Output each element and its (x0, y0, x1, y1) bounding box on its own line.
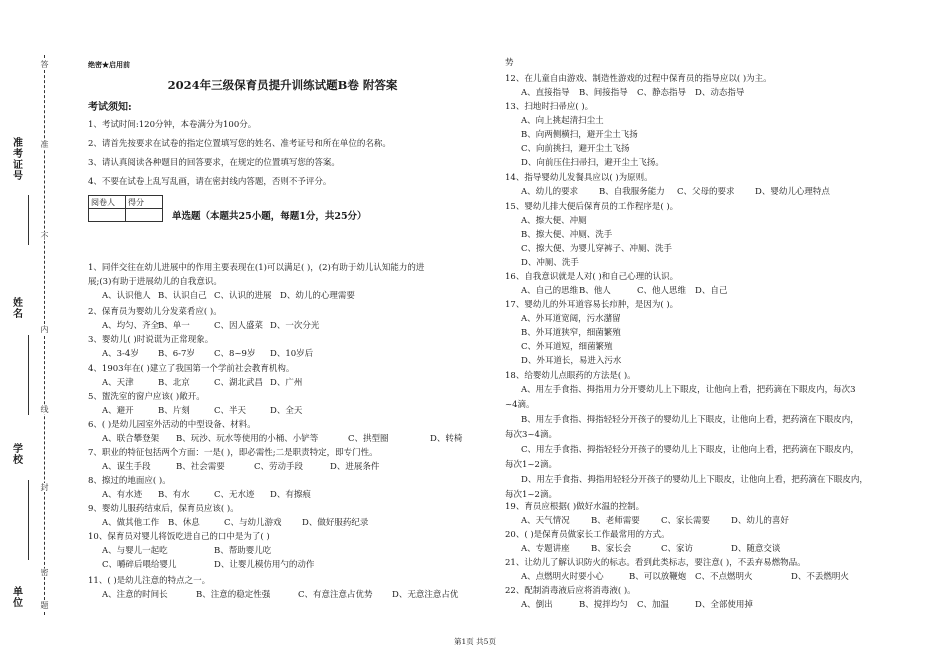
answer-option: B、北京 (158, 378, 190, 388)
answer-option: C、不点燃明火 (695, 572, 753, 582)
answer-option: B、擦大便、冲厕、洗手 (521, 230, 613, 240)
notice-heading: 考试须知: (88, 102, 132, 113)
answer-option: ~4滴。 (505, 400, 535, 410)
answer-option: C、8~9岁 (214, 349, 256, 359)
question-stem: 10、保育员对婴儿将饭吃进自己的口中是为了( ) (88, 532, 270, 542)
answer-option: D、进展条件 (330, 462, 380, 472)
seal-dashed-line (44, 55, 45, 615)
answer-option: A、避开 (102, 406, 134, 416)
notice-item: 2、请首先按要求在试卷的指定位置填写您的姓名、准考证号和所在单位的名称。 (88, 139, 391, 149)
question-stem: 20、( )是保育员做家长工作最常用的方式。 (505, 530, 670, 540)
question-stem: 12、在儿童自由游戏、制造性游戏的过程中保育员的指导应以( )为主。 (505, 74, 772, 84)
notice-item: 4、不要在试卷上乱写乱画，请在密封线内答题，否则不予评分。 (88, 177, 332, 187)
answer-option: D、冲厕、洗手 (521, 258, 579, 268)
seal-char: 不 (40, 232, 49, 241)
answer-option: B、单一 (158, 321, 190, 331)
seal-char: 密 (40, 568, 49, 577)
answer-option: D、有擦痕 (270, 490, 311, 500)
answer-option: C、擦大便、为婴儿穿裤子、冲厕、洗手 (521, 244, 673, 254)
answer-option: A、注意的时间长 (102, 590, 168, 600)
answer-option: D、广州 (270, 378, 303, 388)
question-stem: 8、擦过的地面应( )。 (88, 476, 171, 486)
answer-option: B、有水 (158, 490, 190, 500)
answer-option: B、他人 (579, 286, 611, 296)
question-stem: 展;(3)有助于进展幼儿的自我意识。 (88, 277, 222, 287)
section-heading: 单选题（本题共25小题，每题1分，共25分） (172, 211, 367, 222)
answer-option: D、一次分光 (270, 321, 320, 331)
answer-option: D、全部使用掉 (695, 600, 753, 610)
question-stem: 4、1903年在( )建立了我国第一个学前社会教育机构。 (88, 364, 295, 374)
answer-option: A、用左手食指、拇指用力分开婴幼儿上下眼皮，让他向上看，把药滴在下眼皮内，每次3 (521, 385, 856, 395)
answer-option: A、做其他工作 (102, 518, 160, 528)
score-header: 得分 (126, 196, 163, 209)
answer-option: B、玩沙、玩水等使用的小桶、小铲等 (176, 434, 319, 444)
answer-option: C、认识的进展 (214, 291, 272, 301)
seal-char: 答 (40, 60, 49, 69)
question-stem: 13、扫地时扫帚应( )。 (505, 102, 594, 112)
confidential-mark: 绝密★启用前 (88, 60, 130, 69)
answer-option: A、外耳道宽阔，污水潴留 (521, 314, 621, 324)
notice-item: 1、考试时间:120分钟，本卷满分为100分。 (88, 120, 257, 130)
score-table (88, 195, 163, 222)
exam-number-field-line[interactable] (28, 195, 29, 245)
answer-option: D、10岁后 (270, 349, 314, 359)
answer-option: B、自我服务能力 (599, 187, 665, 197)
answer-option: A、谋生手段 (102, 462, 151, 472)
seal-char: 准 (40, 140, 49, 149)
answer-option: A、向上挑起清扫尘土 (521, 116, 604, 126)
name-field-line[interactable] (28, 335, 29, 415)
answer-option: C、静态指导 (637, 88, 687, 98)
question-stem: 14、指导婴幼儿发餐具应以( )为原则。 (505, 173, 653, 183)
answer-option: D、幼儿的心理需要 (280, 291, 355, 301)
answer-option: B、搅拌均匀 (579, 600, 628, 610)
answer-option: C、半天 (214, 406, 247, 416)
seal-char: 内 (40, 325, 49, 334)
answer-option: 每次1~2滴。 (505, 490, 557, 500)
answer-option: D、转椅 (430, 434, 463, 444)
question-stem: 21、让幼儿了解认识防火的标志。看到此类标志，要注意( )，不丢弃易燃物品。 (505, 558, 806, 568)
answer-option: D、做好服药纪录 (302, 518, 369, 528)
answer-option: C、劳动手段 (254, 462, 304, 472)
answer-option: B、可以放鞭炮 (629, 572, 687, 582)
grader-header: 阅卷人 (89, 196, 126, 209)
question-stem: 3、婴幼儿( )时说谎为正常现象。 (88, 335, 214, 345)
answer-option: B、间接指导 (579, 88, 628, 98)
question-stem: 11、( )是幼儿注意的特点之一。 (88, 576, 211, 586)
answer-option: C、他人思维 (637, 286, 687, 296)
answer-option: A、自己的思维 (521, 286, 579, 296)
answer-option: A、联合攀登架 (102, 434, 160, 444)
school-label: 学 校 (13, 444, 23, 466)
answer-option: B、老师需要 (591, 516, 640, 526)
answer-option: B、向两侧横扫，避开尘土飞扬 (521, 130, 638, 140)
question-stem: 7、职业的特征包括两个方面：一是( )，即必需性;二是职责特定，即专门性。 (88, 448, 378, 458)
question-stem: 18、给婴幼儿点眼药的方法是( )。 (505, 371, 636, 381)
question-stem: 6、( )是幼儿园室外活动的中型设备、材料。 (88, 420, 256, 430)
answer-option: A、倒出 (521, 600, 553, 610)
answer-option: B、6-7岁 (158, 349, 195, 359)
answer-option: C、无水迹 (214, 490, 255, 500)
score-cell[interactable] (126, 209, 163, 222)
question-stem: 15、婴幼儿排大便后保育员的工作程序是( )。 (505, 202, 679, 212)
answer-option: B、外耳道狭窄，细菌繁殖 (521, 328, 621, 338)
question-stem: 17、婴幼儿的外耳道容易长疖肿，是因为( )。 (505, 300, 679, 310)
answer-option: B、帮助婴儿吃 (214, 546, 272, 556)
answer-option: 每次1~2滴。 (505, 460, 557, 470)
answer-option: B、片刻 (158, 406, 190, 416)
answer-option: D、全天 (270, 406, 303, 416)
question-stem: 5、盥洗室的窗户应该( )敞开。 (88, 392, 205, 402)
answer-option: D、不丢燃明火 (791, 572, 849, 582)
question-stem: 1、同伴交往在幼儿进展中的作用主要表现在(1)可以满足( )，(2)有助于幼儿认知能力的进 (88, 263, 425, 273)
answer-option: A、3-4岁 (102, 349, 139, 359)
answer-option: A、专题讲座 (521, 544, 570, 554)
answer-option: C、嚼碎后喂给婴儿 (102, 560, 177, 570)
answer-option: D、外耳道长，易进入污水 (521, 356, 622, 366)
seal-char: 线 (40, 405, 49, 414)
answer-option: C、有意注意占优势 (298, 590, 373, 600)
answer-option: D、向前压住扫帚扫，避开尘土飞扬。 (521, 158, 664, 168)
notice-item: 3、请认真阅读各种题目的回答要求，在规定的位置填写您的答案。 (88, 158, 340, 168)
answer-option: 每次3~4滴。 (505, 430, 557, 440)
page-title: 2024年三级保育员提升训练试题B卷 附答案 (167, 78, 398, 92)
answer-option: A、直接指导 (521, 88, 570, 98)
answer-option: B、家长会 (591, 544, 632, 554)
answer-option: D、幼儿的喜好 (731, 516, 789, 526)
answer-option: A、点燃明火时要小心 (521, 572, 604, 582)
answer-option: C、因人盛菜 (214, 321, 264, 331)
page-footer: 第1页 共5页 (454, 637, 496, 646)
grader-cell[interactable] (89, 209, 126, 222)
answer-option: A、与婴儿一起吃 (102, 546, 168, 556)
seal-char: 题 (40, 601, 49, 610)
answer-option: A、有水迹 (102, 490, 143, 500)
answer-option: D、随意交谈 (731, 544, 781, 554)
answer-option: D、让婴儿模仿用勺的动作 (214, 560, 315, 570)
school-field-line[interactable] (28, 480, 29, 560)
answer-option: B、认识自己 (158, 291, 207, 301)
answer-option: D、婴幼儿心理特点 (755, 187, 830, 197)
answer-option: D、用左手食指、拇指用轻轻分开孩子的婴幼儿上下眼皮，让他向上看，把药滴在下眼皮内， (521, 475, 868, 485)
answer-option: B、用左手食指、拇指轻轻分开孩子的婴幼儿上下眼皮，让他向上看，把药滴在下眼皮内， (521, 415, 859, 425)
answer-option: B、社会需要 (176, 462, 225, 472)
seal-char: 封 (40, 483, 49, 492)
binding-strip (0, 0, 62, 671)
answer-option: A、擦大便、冲厕 (521, 216, 587, 226)
answer-option: C、用左手食指、拇指轻轻分开孩子的婴幼儿上下眼皮，让他向上看，把药滴在下眼皮内， (521, 445, 860, 455)
answer-option: B、休息 (168, 518, 200, 528)
name-label: 姓 名 (13, 298, 23, 320)
question-stem: 2、保育员为婴幼儿分发菜肴应( )。 (88, 307, 222, 317)
exam-number-label: 准 考 证 号 (13, 138, 23, 182)
question-stem: 9、婴幼儿服药结束后，保育员应该( )。 (88, 504, 239, 514)
answer-option: D、无意注意占优 (392, 590, 459, 600)
answer-option: A、天津 (102, 378, 134, 388)
question-stem: 22、配制消毒液后应将消毒液( )。 (505, 586, 636, 596)
answer-option: C、拱型圈 (348, 434, 389, 444)
unit-label: 单 位 (13, 587, 23, 609)
answer-option: C、家访 (661, 544, 694, 554)
question-continuation: 势 (505, 58, 514, 68)
answer-option: C、向前挑扫，避开尘土飞扬 (521, 144, 630, 154)
answer-option: B、注意的稳定性强 (196, 590, 271, 600)
answer-option: A、幼儿的要求 (521, 187, 579, 197)
answer-option: D、动态指导 (695, 88, 745, 98)
answer-option: C、与幼儿游戏 (224, 518, 282, 528)
answer-option: C、父母的要求 (677, 187, 735, 197)
answer-option: C、加温 (637, 600, 670, 610)
answer-option: A、天气情况 (521, 516, 570, 526)
question-stem: 19、育员应根据( )做好水温的控制。 (505, 502, 645, 512)
answer-option: C、外耳道短，细菌繁殖 (521, 342, 613, 352)
answer-option: C、家长需要 (661, 516, 711, 526)
answer-option: D、自己 (695, 286, 728, 296)
question-stem: 16、自我意识就是人对( )和自己心理的认识。 (505, 272, 679, 282)
answer-option: A、认识他人 (102, 291, 151, 301)
answer-option: A、均匀、齐全 (102, 321, 160, 331)
answer-option: C、湖北武昌 (214, 378, 264, 388)
